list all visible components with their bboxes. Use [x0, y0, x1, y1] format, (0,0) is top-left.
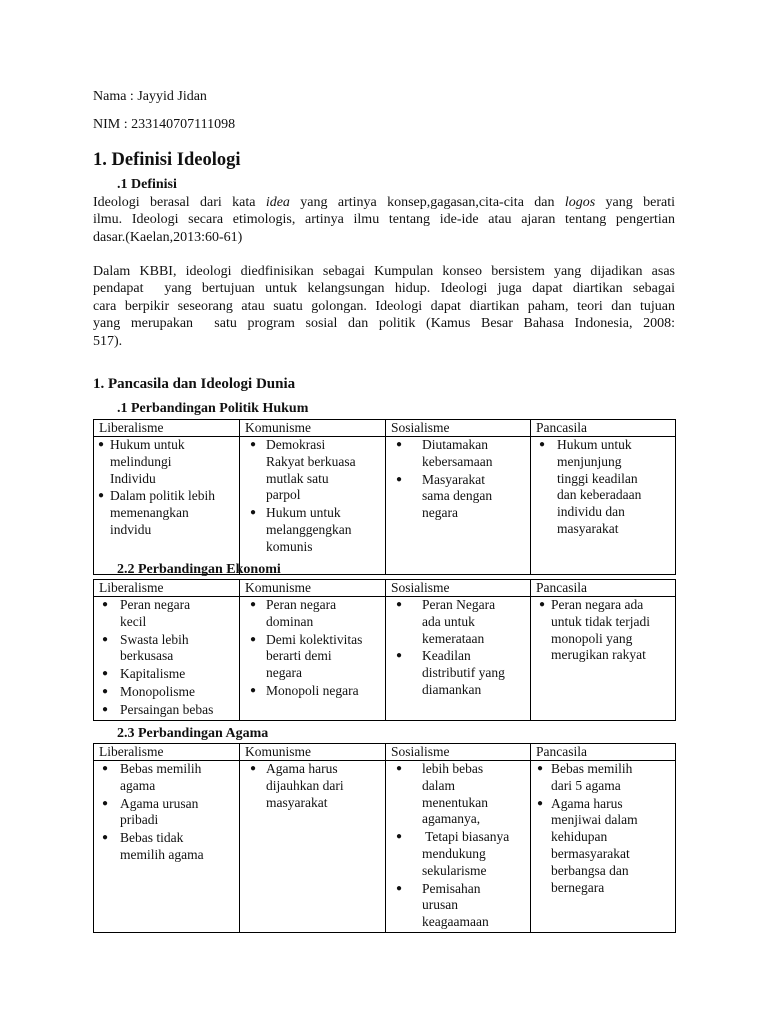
kbbi-line-1: Dalam KBBI, ideologi diedfinisikan sebagai Kumpulan konseo bersistem yang dijadikan asas [93, 264, 675, 279]
cell-liberalisme [94, 597, 240, 721]
list-item-text: Monopolisme [120, 683, 196, 699]
bullet-icon: ● [102, 685, 109, 697]
list-item [94, 702, 239, 719]
kbbi-line-4: yang merupakan satu program sosial dan politik (Kamus Besar Bahasa Indonesia, 2008: [93, 316, 675, 332]
list-item-text: Keadilan distributif yang diamankan [422, 648, 505, 697]
bullet-icon: ● [250, 507, 257, 519]
list-item-text: lebih bebas dalam menentukan agamanya, [422, 761, 488, 827]
bullet-list [240, 437, 385, 556]
list-item [386, 437, 530, 471]
kbbi-line-5: 517). [93, 333, 123, 349]
list-item [94, 597, 239, 631]
list-item-text: Pemisahan urusan keagaamaan [422, 880, 489, 930]
list-item-text: Peran negara dominan [266, 597, 337, 629]
list-item-text: Demi kolektivitas berarti demi negara [266, 631, 363, 681]
list-item [386, 472, 530, 522]
bullet-icon: ● [102, 668, 109, 680]
table-header-row [94, 580, 676, 597]
ekonomi-table [93, 579, 676, 721]
list-item-text: Agama urusan pribadi [120, 795, 199, 828]
bullet-icon: ● [537, 763, 544, 774]
list-item-text: Bebas memilih agama [120, 761, 202, 793]
list-item [386, 829, 530, 879]
text-run: yang berati [595, 195, 675, 210]
definition-paragraph [93, 194, 675, 246]
cell-komunisme [240, 597, 386, 721]
bullet-icon: ● [396, 473, 403, 485]
list-item-text: Dalam politik lebih memenangkan indvidu [110, 488, 215, 537]
list-item-text: Peran Negara ada untuk kemerataan [422, 597, 496, 646]
bullet-icon: ● [250, 599, 257, 610]
list-item [240, 437, 385, 504]
col-liberalisme: Liberalisme [94, 744, 240, 761]
bullet-icon: ● [250, 763, 257, 774]
list-item [386, 761, 530, 828]
cell-pancasila [531, 597, 676, 721]
section1-subtitle: .1 Definisi [117, 177, 177, 192]
bullet-icon: ● [102, 599, 109, 610]
student-name: Nama : Jayyid Jidan [93, 89, 207, 104]
bullet-icon: ● [396, 763, 403, 774]
col-pancasila: Pancasila [531, 420, 676, 437]
col-liberalisme: Liberalisme [94, 580, 240, 597]
table-row [94, 597, 676, 721]
kbbi-line-2: pendapat yang bertujuan untuk kelangsungan hidup. Ideologi juga dapat diartikan sebagai [93, 281, 675, 297]
cell-sosialisme [386, 597, 531, 721]
list-item-text: Masyarakat sama dengan negara [422, 471, 493, 521]
col-sosialisme: Sosialisme [386, 420, 531, 437]
table-header-row [94, 420, 676, 437]
col-komunisme: Komunisme [240, 420, 386, 437]
col-pancasila: Pancasila [531, 744, 676, 761]
list-item-text: Peran negara kecil [120, 597, 191, 629]
list-item-text: Diutamakan kebersamaan [422, 437, 493, 469]
cell-sosialisme [386, 437, 531, 575]
bullet-icon: ● [537, 797, 544, 809]
agama-table [93, 743, 676, 933]
cell-liberalisme [94, 761, 240, 933]
bullet-icon: ● [396, 599, 403, 610]
bullet-list [240, 597, 385, 700]
definition-line-2: ilmu. Ideologi secara etimologis, artinya ilmu tentang ide-ide atau ajaran tentang pengertian [93, 212, 675, 228]
table2-title: 2.2 Perbandingan Ekonomi [117, 562, 281, 577]
table1-title: .1 Perbandingan Politik Hukum [117, 401, 309, 416]
list-item-text: Kapitalisme [120, 666, 186, 682]
bullet-icon: ● [396, 882, 403, 894]
table-row [94, 761, 676, 933]
bullet-list [531, 437, 675, 538]
table-row [94, 437, 676, 575]
section1-title: 1. Definisi Ideologi [93, 150, 241, 170]
col-komunisme: Komunisme [240, 580, 386, 597]
col-pancasila: Pancasila [531, 580, 676, 597]
bullet-icon: ● [102, 763, 109, 774]
bullet-icon: ● [396, 831, 403, 843]
col-komunisme: Komunisme [240, 744, 386, 761]
bullet-icon: ● [98, 490, 105, 502]
list-item-text: Bebas tidak memilih agama [120, 830, 204, 862]
bullet-icon: ● [102, 797, 109, 809]
bullet-icon: ● [250, 439, 257, 450]
list-item-text: Bebas memilih dari 5 agama [551, 761, 633, 793]
cell-komunisme [240, 437, 386, 575]
section2-title: 1. Pancasila dan Ideologi Dunia [93, 376, 296, 392]
bullet-list [94, 437, 239, 539]
definition-line-3: dasar.(Kaelan,2013:60-61) [93, 229, 243, 245]
list-item [240, 683, 385, 700]
list-item-text: Hukum untuk menjunjung tinggi keadilan dan keberadaan individu dan masyarakat [557, 437, 642, 536]
list-item-text: Hukum untuk melanggengkan komunis [266, 505, 352, 554]
bullet-icon: ● [539, 599, 546, 610]
bullet-icon: ● [102, 703, 109, 715]
list-item-text: Peran negara ada untuk tidak terjadi monopoli yang merugikan rakyat [551, 597, 650, 663]
bullet-icon: ● [250, 684, 257, 696]
bullet-list [531, 761, 675, 896]
list-item [386, 881, 530, 931]
list-item [386, 597, 530, 647]
cell-pancasila [531, 437, 676, 575]
list-item [94, 684, 239, 701]
cell-sosialisme [386, 761, 531, 933]
list-item [94, 761, 239, 795]
definition-line-1 [93, 194, 675, 211]
list-item [94, 830, 239, 864]
list-item-text: Hukum untuk melindungi Individu [110, 437, 185, 486]
list-item [240, 632, 385, 682]
bullet-icon: ● [539, 439, 546, 450]
list-item [386, 648, 530, 698]
bullet-icon: ● [250, 633, 257, 645]
list-item [531, 437, 675, 538]
list-item [94, 796, 239, 830]
bullet-list [386, 437, 530, 522]
list-item [531, 761, 675, 795]
list-item-text: Persaingan bebas [120, 701, 214, 717]
bullet-list [386, 761, 530, 931]
bullet-icon: ● [102, 633, 109, 645]
list-item-text: Swasta lebih berkusasa [120, 631, 189, 664]
list-item-text: Demokrasi Rakyat berkuasa mutlak satu parpol [266, 437, 356, 503]
list-item [94, 632, 239, 666]
bullet-list [386, 597, 530, 699]
bullet-list [531, 597, 675, 664]
list-item-text: Tetapi biasanya mendukung sekularisme [422, 829, 510, 878]
list-item [531, 796, 675, 897]
bullet-list [240, 761, 385, 811]
list-item-text: Agama harus dijauhkan dari masyarakat [266, 761, 344, 810]
cell-pancasila [531, 761, 676, 933]
cell-komunisme [240, 761, 386, 933]
cell-liberalisme [94, 437, 240, 575]
col-sosialisme: Sosialisme [386, 744, 531, 761]
list-item [240, 597, 385, 631]
col-liberalisme: Liberalisme [94, 420, 240, 437]
list-item [240, 761, 385, 811]
kbbi-line-3: cara berpikir seseorang atau suatu golongan. Ideologi dapat diartikan paham, teori dan tujuan [93, 298, 675, 314]
bullet-icon: ● [396, 439, 403, 450]
bullet-icon: ● [396, 650, 403, 662]
kbbi-paragraph [93, 263, 675, 350]
list-item [240, 505, 385, 555]
table-header-row [94, 744, 676, 761]
list-item [94, 666, 239, 683]
list-item [94, 437, 239, 487]
text-run: yang artinya konsep,gagasan,cita-cita dan [289, 195, 565, 210]
col-sosialisme: Sosialisme [386, 580, 531, 597]
text-run: Ideologi berasal dari kata [93, 195, 266, 210]
bullet-icon: ● [102, 832, 109, 844]
bullet-list [94, 761, 239, 864]
term-idea: idea [265, 195, 290, 210]
bullet-list [94, 597, 239, 719]
list-item-text: Agama harus menjiwai dalam kehidupan bermasyarakat berbangsa dan bernegara [551, 795, 638, 895]
term-logos: logos [564, 195, 596, 210]
list-item [94, 488, 239, 538]
student-nim: NIM : 233140707111098 [93, 117, 236, 132]
table3-title: 2.3 Perbandingan Agama [117, 726, 269, 741]
bullet-icon: ● [98, 439, 105, 450]
politik-hukum-table [93, 419, 676, 575]
list-item [531, 597, 675, 664]
list-item-text: Monopoli negara [266, 682, 359, 698]
